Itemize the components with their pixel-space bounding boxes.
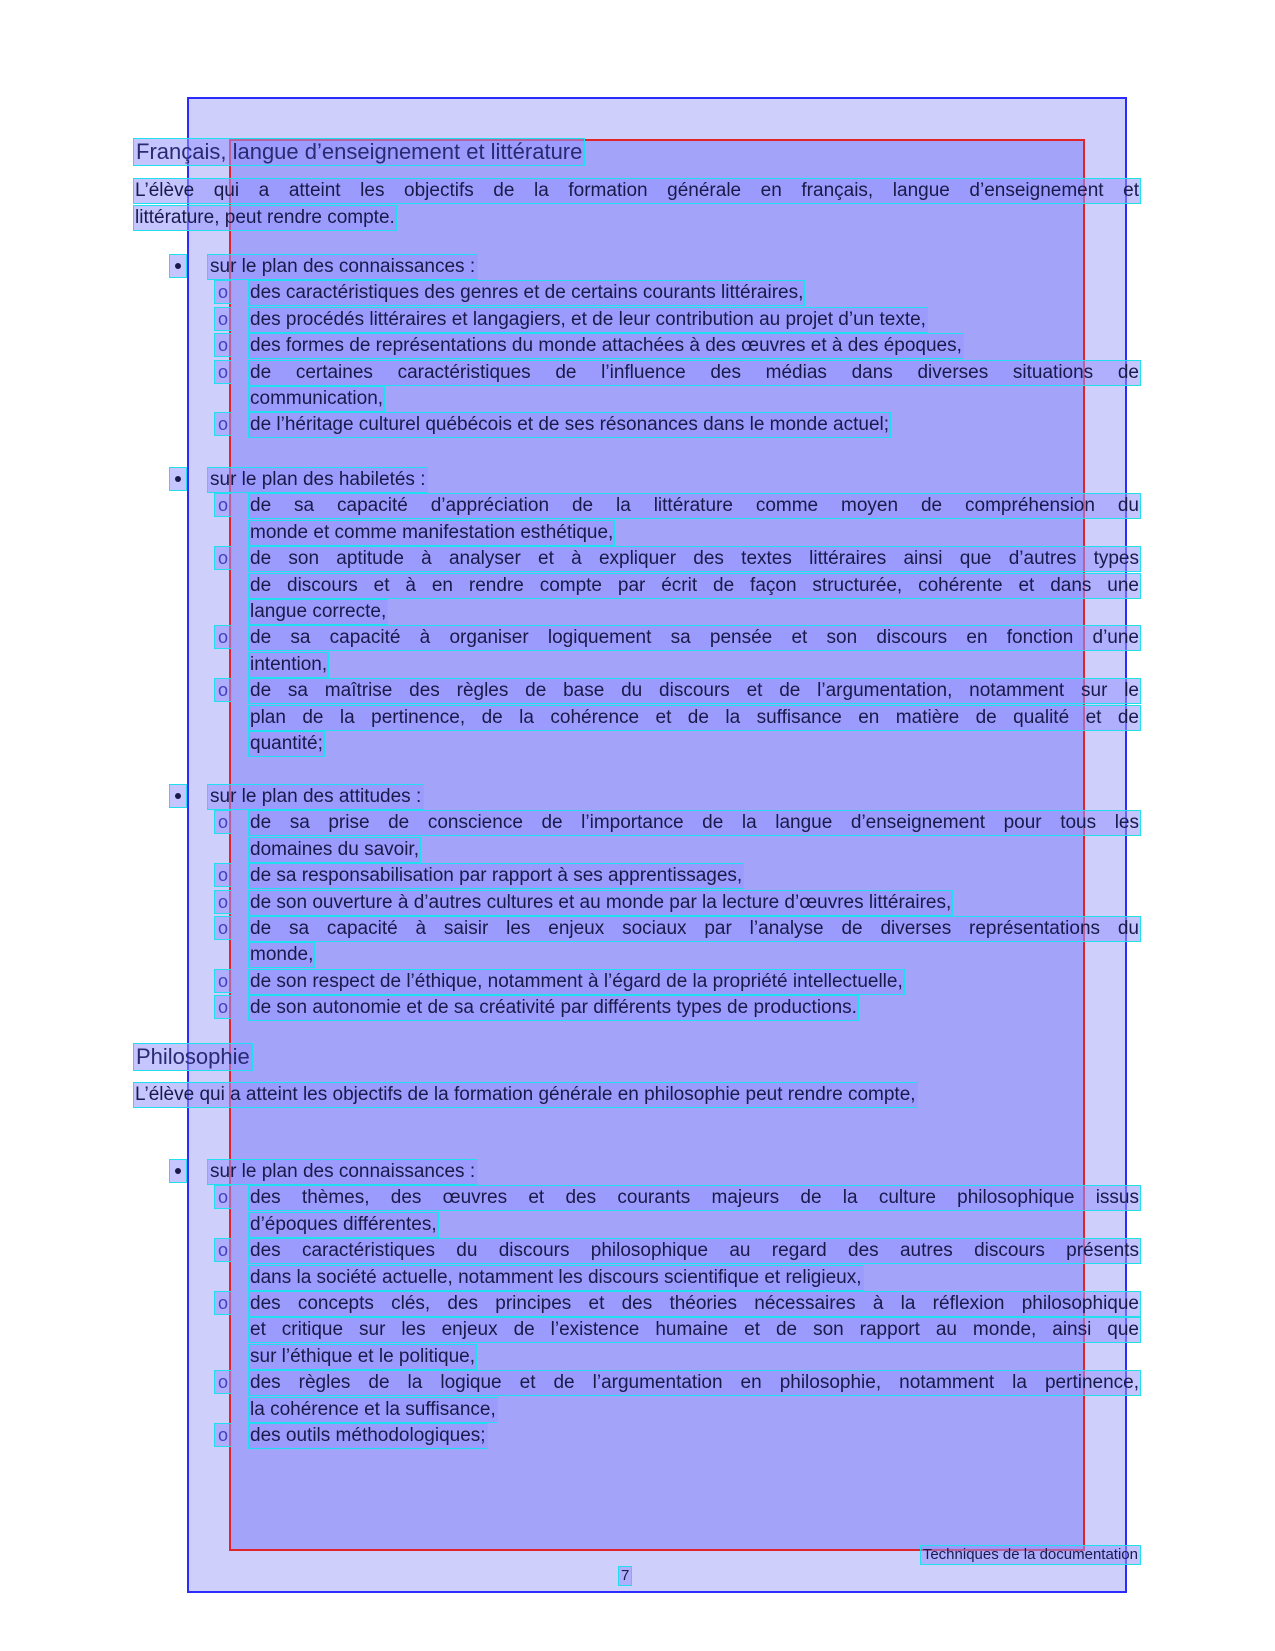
sub-bullet-icon: o (215, 1239, 231, 1261)
list-item-line: de sa capacité à saisir les enjeux sociaux par l’analyse de diverses représentations du (250, 918, 1139, 939)
sub-bullet-icon: o (215, 996, 231, 1018)
list-item-line: des caractéristiques du discours philosophique au regard des autres discours présents (250, 1240, 1139, 1262)
list-item (215, 1186, 1140, 1239)
list-item-text (249, 413, 1140, 439)
footer-program-label: Techniques de la documentation (922, 1546, 1138, 1563)
list-item-text (249, 996, 1140, 1022)
bullet-icon (170, 255, 186, 277)
list-item-line: des procédés littéraires et langagiers, et de leur contribution au projet d’un texte, (250, 308, 926, 330)
list-item-line: communication, (250, 387, 384, 409)
section-intro (134, 1082, 1140, 1109)
list-item (215, 281, 1140, 307)
list-item (215, 864, 1140, 890)
sub-bullet-icon: o (215, 811, 231, 833)
list-item-text (249, 1292, 1140, 1371)
list-item-line: quantité; (250, 732, 323, 754)
list-item-text (249, 547, 1140, 626)
sub-bullet-icon: o (215, 891, 231, 913)
list-item-text (249, 679, 1140, 758)
list-item-line: de sa capacité à organiser logiquement sa pensée et son discours en fonction d’une (250, 627, 1139, 649)
list-item-line: des caractéristiques des genres et de certains courants littéraires, (250, 282, 804, 304)
list-item-text (249, 1424, 1140, 1450)
list-item-text (249, 494, 1140, 547)
bullet-icon (170, 468, 186, 490)
list-item-text (249, 811, 1140, 864)
intro-line: L’élève qui a atteint les objectifs de la formation générale en philosophie peut rendre compte, (135, 1084, 916, 1105)
intro-line: L’élève qui a atteint les objectifs de la formation générale en français, langue d’enseignement et (135, 180, 1139, 201)
list-item-line: de son aptitude à analyser et à expliquer des textes littéraires ainsi que d’autres types (250, 548, 1139, 570)
list-item-line: domaines du savoir, (250, 838, 419, 860)
list-item-line: de sa capacité d’appréciation de la littérature comme moyen de compréhension du (250, 495, 1139, 517)
list-item (215, 361, 1140, 414)
list-item-text (249, 626, 1140, 679)
list-item (215, 1371, 1140, 1424)
list-item (215, 679, 1140, 758)
list-item-text (249, 864, 1140, 890)
list-item (215, 413, 1140, 439)
page-number: 7 (621, 1567, 630, 1584)
list-item-text (249, 891, 1140, 917)
list-item-text (249, 361, 1140, 414)
bullet-icon (170, 1160, 186, 1182)
sub-bullet-icon: o (215, 334, 231, 356)
sub-bullet-icon: o (215, 413, 231, 435)
intro-line: littérature, peut rendre compte. (135, 207, 395, 229)
list-item-text (249, 334, 1140, 360)
list-item-line: de certaines caractéristiques de l’influence des médias dans diverses situations de (250, 361, 1139, 383)
sub-bullet-icon: o (215, 281, 231, 303)
list-item-line: de sa responsabilisation par rapport à ses apprentissages, (250, 865, 743, 887)
list-item-line: d’époques différentes, (250, 1213, 437, 1235)
list-item-line: des thèmes, des œuvres et des courants majeurs de la culture philosophique issus (250, 1187, 1139, 1209)
list-item-line: des règles de la logique et de l’argumentation en philosophie, notamment la pertinence, (250, 1372, 1139, 1394)
list-item (215, 891, 1140, 917)
list-item (215, 996, 1140, 1022)
list-item-text (249, 1239, 1140, 1292)
list-item (215, 308, 1140, 334)
list-item (215, 1239, 1140, 1292)
list-item-text (249, 970, 1140, 996)
list-item-line: plan de la pertinence, de la cohérence et de la suffisance en matière de qualité et de (250, 706, 1139, 728)
document-content (134, 0, 1140, 1651)
sub-bullet-icon: o (215, 308, 231, 330)
bullet-icon (170, 785, 186, 807)
list-item-text (249, 917, 1140, 970)
section-title: Français, langue d’enseignement et littérature (136, 139, 583, 164)
list-item-line: de son autonomie et de sa créativité par différents types de productions. (250, 997, 857, 1019)
list-item-line: de sa maîtrise des règles de base du discours et de l’argumentation, notamment sur le (250, 680, 1139, 702)
list-item-line: monde, (250, 944, 314, 966)
sub-bullet-icon: o (215, 547, 231, 569)
list-item-line: sur l’éthique et le politique, (250, 1345, 475, 1367)
section-intro (134, 179, 1140, 233)
list-item (215, 917, 1140, 970)
sub-bullet-icon: o (215, 1186, 231, 1208)
list-item (215, 1424, 1140, 1450)
list-item-line: des outils méthodologiques; (250, 1425, 486, 1446)
list-item (215, 626, 1140, 679)
sub-bullet-icon: o (215, 917, 231, 939)
list-item-line: la cohérence et la suffisance, (250, 1398, 496, 1420)
sub-bullet-icon: o (215, 1424, 231, 1446)
section-title: Philosophie (136, 1044, 250, 1069)
sub-bullet-icon: o (215, 626, 231, 648)
list-item-text (249, 281, 1140, 307)
list-item (215, 494, 1140, 547)
list-item-line: langue correcte, (250, 600, 387, 622)
list-item-line: de discours et à en rendre compte par écrit de façon structurée, cohérente et dans une (250, 574, 1139, 596)
sub-bullet-icon: o (215, 1292, 231, 1314)
list-item (215, 970, 1140, 996)
list-item-line: monde et comme manifestation esthétique, (250, 521, 614, 543)
sub-bullet-icon: o (215, 1371, 231, 1393)
bullet-label: sur le plan des habiletés : (210, 469, 426, 490)
list-item-line: de son ouverture à d’autres cultures et au monde par la lecture d’œuvres littéraires, (250, 891, 952, 913)
list-item-line: de l’héritage culturel québécois et de ses résonances dans le monde actuel; (250, 414, 890, 436)
list-item-line: des concepts clés, des principes et des théories nécessaires à la réflexion philosophique (250, 1293, 1139, 1314)
list-item (215, 334, 1140, 360)
sub-bullet-icon: o (215, 970, 231, 992)
list-item-line: des formes de représentations du monde attachées à des œuvres et à des époques, (250, 335, 962, 357)
list-item-line: intention, (250, 653, 328, 675)
list-item-text (249, 1371, 1140, 1424)
list-item (215, 1292, 1140, 1371)
list-item-line: de sa prise de conscience de l’importance de la langue d’enseignement pour tous les (250, 812, 1139, 834)
list-item (215, 811, 1140, 864)
list-item (215, 547, 1140, 626)
list-item-text (249, 308, 1140, 334)
sub-bullet-icon: o (215, 864, 231, 886)
bullet-label: sur le plan des connaissances : (210, 256, 476, 277)
list-item-text (249, 1186, 1140, 1239)
sub-bullet-icon: o (215, 679, 231, 701)
list-item-line: dans la société actuelle, notamment les discours scientifique et religieux, (250, 1266, 862, 1288)
bullet-label: sur le plan des connaissances : (210, 1161, 476, 1182)
sub-bullet-icon: o (215, 361, 231, 383)
list-item-line: et critique sur les enjeux de l’existence humaine et de son rapport au monde, ainsi que (250, 1319, 1139, 1341)
bullet-label: sur le plan des attitudes : (210, 786, 422, 807)
sub-bullet-icon: o (215, 494, 231, 516)
list-item-line: de son respect de l’éthique, notamment à l’égard de la propriété intellectuelle, (250, 970, 903, 992)
